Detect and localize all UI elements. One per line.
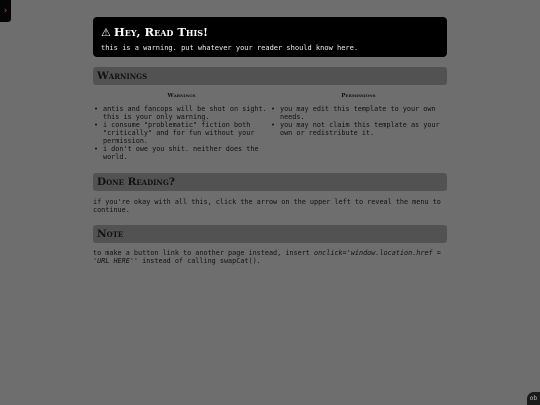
warning-title	[101, 25, 439, 39]
warning-triangle-icon: ⚠	[101, 25, 111, 39]
list-item: • i consume "problematic" fiction both "critically" and for fun without your permission.	[101, 121, 270, 145]
warnings-heading: Warnings	[93, 67, 447, 85]
warning-text: this is a warning. put whatever your reader should know here.	[101, 44, 359, 52]
list-item: • you may not claim this template as your own or redistribute it.	[278, 121, 447, 137]
warning-box	[93, 17, 447, 57]
permissions-column-heading: Permissions	[341, 93, 376, 99]
corner-badge-button[interactable]: ob	[527, 392, 540, 405]
done-reading-heading: Done Reading?	[93, 173, 447, 191]
menu-toggle-button[interactable]	[0, 0, 11, 22]
chevron-right-icon[interactable]: ›	[3, 5, 8, 16]
note-heading: Note	[93, 225, 447, 243]
note-code: onclick='window.location.href = 'URL HERE''	[93, 248, 441, 265]
warnings-column	[93, 89, 270, 161]
warnings-list	[93, 105, 270, 161]
warnings-column-heading: Warnings	[167, 93, 196, 99]
permissions-column	[270, 89, 447, 161]
note-text	[93, 249, 447, 266]
warnings-columns	[93, 89, 447, 161]
list-item: • i don't owe you shit. neither does the world.	[101, 145, 270, 161]
note-text-end: instead of calling swapCat().	[138, 256, 261, 265]
permissions-list	[270, 105, 447, 137]
list-item: • antis and fancops will be shot on sight. this is your only warning.	[101, 105, 270, 121]
warning-title-text: Hey, Read This!	[113, 25, 209, 39]
main-content	[93, 17, 447, 265]
done-reading-text: if you're okay with all this, click the arrow on the upper left to reveal the menu to continue.	[93, 198, 441, 215]
list-item: • you may edit this template to your own needs.	[278, 105, 447, 121]
note-text-start: to make a button link to another page instead, insert	[93, 248, 314, 257]
